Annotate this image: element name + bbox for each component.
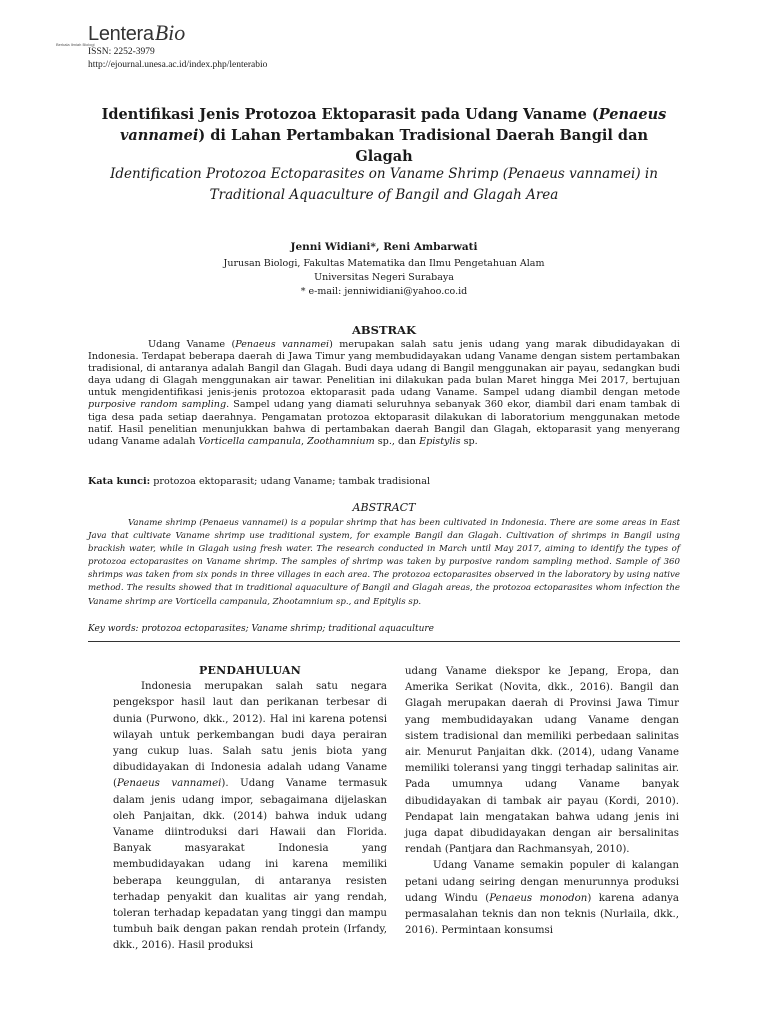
- paragraph-text: ) karena adanya permasalahan teknis dan non teknis (Nurlaila, dkk., 2016). Permintaan konsumsi: [405, 892, 679, 937]
- abstract-heading: ABSTRACT: [352, 501, 416, 514]
- abstrak-species: Penaeus vannamei: [235, 339, 330, 350]
- pendahuluan-heading: PENDAHULUAN: [199, 664, 301, 677]
- abstract-body: Vaname shrimp (Penaeus vannamei) is a popular shrimp that has been cultivated in Indonesia. There are some areas in East Java that cultivate Vaname shrimp use traditional system, for example Bangil dan Glagah. Cultivation of shrimps in Bangil using brackish water, while in Glagah using fresh water. The research conducted in March until May 2017, aiming to identify the types of protozoa ectoparasites on Vaname shrimp. The samples of shrimp was taken by purposive random sampling method. Sample of 360 shrimps was taken from six ponds in three villages in each area. The protozoa ectoparasites observed in the laboratory by using native method. The results showed that in traditional aquaculture of Bangil and Glagah areas, the protozoa ectoparasites whom infection the Vaname shrimp are Vorticella campanula, Zhootamnium sp., and Epitylis sp.: [88, 518, 680, 607]
- journal-logo: [88, 16, 185, 46]
- journal-url[interactable]: http://ejournal.unesa.ac.id/index.php/lenterabio: [88, 60, 268, 70]
- kata-kunci-value: protozoa ektoparasit; udang Vaname; tambak tradisional: [150, 476, 431, 487]
- abstrak-species: Vorticella campanula: [198, 435, 301, 447]
- title-id-species: Penaeus vannamei: [119, 106, 667, 144]
- title-indonesian: [100, 104, 668, 167]
- abstrak-method: purposive random sampling: [88, 399, 227, 411]
- paragraph-text: Udang Vaname semakin populer di kalangan petani udang seiring dengan menurunnya produksi udang Windu (: [405, 860, 679, 904]
- abstrak-text: sp.: [460, 435, 478, 447]
- paragraph-text: Indonesia merupakan salah satu negara pengekspor hasil laut dan perikanan terbesar di dunia (Purwono, dkk., 2012). Hal ini karena potensi wilayah untuk perkembangan budi daya perairan yang cukup luas. Salah satu jenis biota yang dibudidayakan di Indonesia adalah udang Vaname (: [113, 681, 387, 790]
- logo-main-text: Lentera: [88, 23, 154, 45]
- affiliation-line2: Universitas Negeri Surabaya: [314, 272, 454, 283]
- abstrak-heading: ABSTRAK: [352, 323, 416, 337]
- paragraph-species: Penaeus monodon: [489, 892, 588, 904]
- logo-tagline: Berkala Ilmiah Biologi: [56, 42, 95, 47]
- authors: Jenni Widiani*, Reni Ambarwati: [290, 241, 478, 253]
- paragraph: [113, 679, 387, 954]
- key-words: Key words: protozoa ectoparasites; Vaname shrimp; traditional aquaculture: [88, 624, 434, 634]
- abstrak-text: ,: [301, 435, 308, 447]
- paragraph-species: Penaeus vannamei: [116, 778, 222, 790]
- column-left: [113, 663, 387, 955]
- title-id-part1: Identifikasi Jenis Protozoa Ektoparasit pada Udang Vaname (: [101, 106, 599, 123]
- affiliation-email: * e-mail: jenniwidiani@yahoo.co.id: [300, 286, 468, 297]
- issn: ISSN: 2252-3979: [88, 47, 155, 57]
- paragraph: [405, 858, 679, 939]
- paragraph-text: ). Udang Vaname termasuk dalam jenis udang impor, sebagaimana dijelaskan oleh Panjaitan, dkk. (2014) bahwa induk udang Vaname diintroduksi dari Hawaii dan Florida. Banyak masyarakat Indonesia yang membudidayakan udang ini karena memiliki beberapa keunggulan, di antaranya resisten terhadap penyakit dan kualitas air yang rendah, toleran terhadap kepadatan yang tinggi dan mampu tumbuh baik dengan pakan rendah protein (Irfandy, dkk., 2016). Hasil produksi: [113, 778, 388, 952]
- abstrak-species: Epistylis: [419, 435, 461, 447]
- paragraph: udang Vaname diekspor ke Jepang, Eropa, dan Amerika Serikat (Novita, dkk., 2016). Bangil dan Glagah merupakan daerah di Provinsi Jawa Timur yang membudidayakan udang Vaname dengan sistem tradisional dan memiliki perbedaan salinitas air. Menurut Panjaitan dkk. (2014), udang Vaname memiliki toleransi yang tinggi terhadap salinitas air. Pada umumnya udang Vaname banyak dibudidayakan di tambak air payau (Kordi, 2010). Pendapat lain mengatakan bahwa udang jenis ini juga dapat dibudidayakan dengan air bersalinitas rendah (Pantjara dan Rachmansyah, 2010).: [405, 666, 679, 856]
- abstrak-species: Zoothamnium: [307, 435, 375, 447]
- abstrak-text: Udang Vaname (: [148, 339, 236, 350]
- abstrak-text: sp., dan: [374, 435, 420, 447]
- kata-kunci: [88, 476, 680, 487]
- title-id-part2: ) di Lahan Pertambakan Tradisional Daerah Bangil dan Glagah: [198, 127, 649, 165]
- section-divider: [88, 641, 680, 642]
- kata-kunci-label: Kata kunci:: [88, 476, 151, 487]
- title-english: Identification Protozoa Ectoparasites on Vaname Shrimp (Penaeus vannamei) in Traditional Aquaculture of Bangil and Glagah Area: [110, 166, 658, 203]
- abstrak-body: [88, 339, 680, 448]
- affiliation: [100, 257, 668, 299]
- logo-bio-text: Bio: [154, 20, 186, 45]
- abstrak-text: ) merupakan salah satu jenis udang yang marak dibudidayakan di Indonesia. Terdapat beberapa daerah di Jawa Timur yang membudidayakan udang Vaname dengan sistem pertambakan tradisional, di antaranya adalah Bangil dan Glagah. Budi daya udang di Bangil menggunakan air payau, sedangkan budi daya udang di Glagah menggunakan air tawar. Penelitian ini dilakukan pada bulan Maret hingga Mei 2017, bertujuan untuk mengidentifikasi jenis-jenis protozoa ektoparasit pada udang Vaname. Sampel udang diambil dengan metode: [88, 339, 680, 399]
- abstrak-text: . Sampel udang yang diamati seluruhnya sebanyak 360 ekor, diambil dari enam tambak di tiga desa pada setiap daerahnya. Pengamatan protozoa ektoparasit dilakukan di laboratorium menggunakan metode natif. Hasil penelitian menunjukkan bahwa di pertambakan daerah Bangil dan Glagah, ektoparasit yang menyerang udang Vaname adalah: [88, 399, 680, 447]
- affiliation-line1: Jurusan Biologi, Fakultas Matematika dan Ilmu Pengetahuan Alam: [223, 258, 545, 269]
- column-right: [405, 664, 679, 939]
